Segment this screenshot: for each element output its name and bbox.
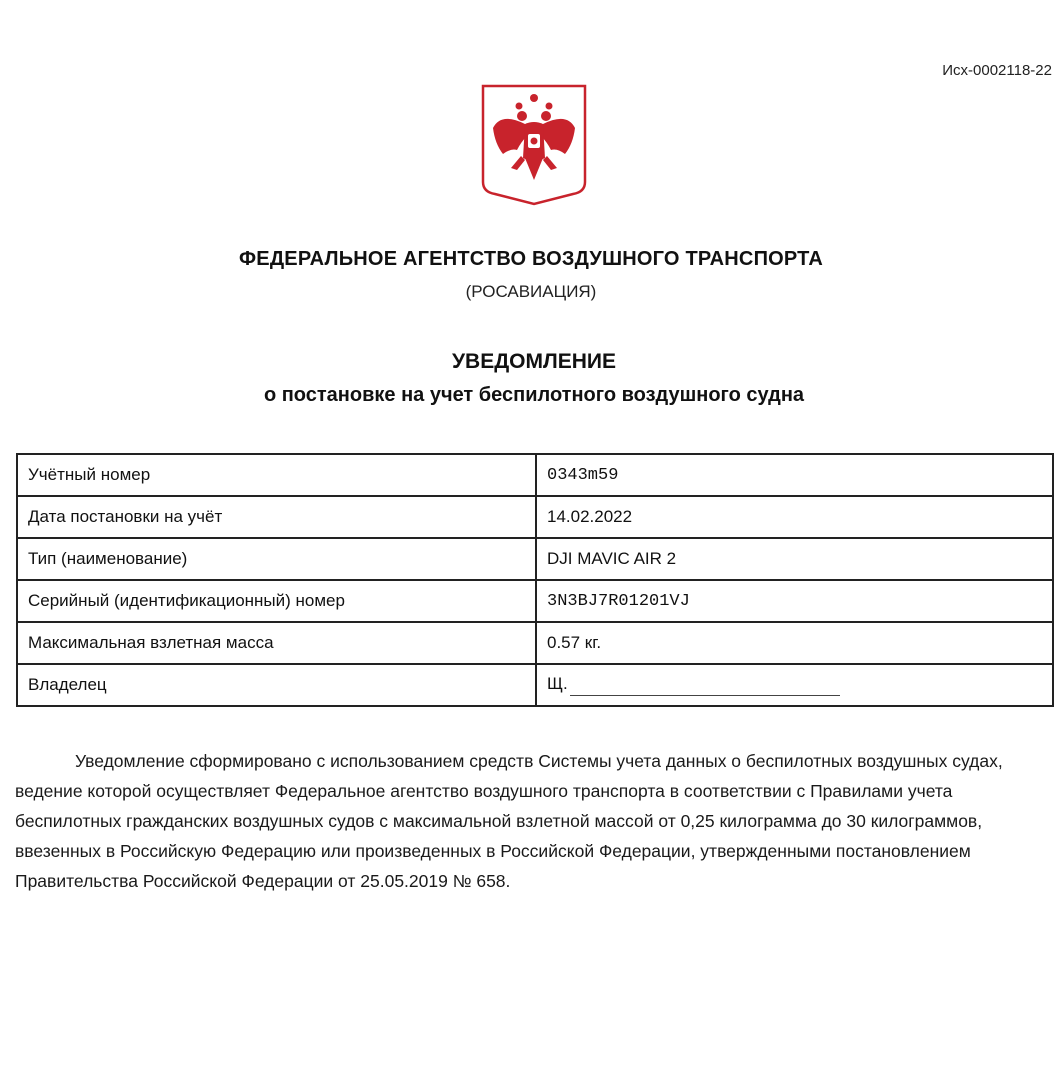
document-reference-number: Исх-0002118-22	[942, 62, 1052, 79]
row-label: Серийный (идентификационный) номер	[17, 580, 536, 622]
row-label: Владелец	[17, 664, 536, 706]
document-title: УВЕДОМЛЕНИЕ	[451, 350, 617, 373]
agency-short-name: (РОСАВИАЦИЯ)	[465, 282, 597, 301]
table-row	[17, 622, 1053, 664]
row-value: 0.57 кг.	[536, 622, 1053, 664]
table-row	[17, 664, 1053, 706]
agency-name: ФЕДЕРАЛЬНОЕ АГЕНТСТВО ВОЗДУШНОГО ТРАНСПОРТА	[239, 248, 823, 270]
row-label: Учётный номер	[17, 454, 536, 496]
owner-value: Щ.	[547, 674, 568, 694]
document-subtitle: о постановке на учет беспилотного воздушного судна	[263, 384, 805, 406]
row-label: Тип (наименование)	[17, 538, 536, 580]
russian-coat-of-arms-icon	[481, 84, 587, 206]
owner-cell	[536, 664, 1053, 706]
table-row	[17, 496, 1053, 538]
row-label: Дата постановки на учёт	[17, 496, 536, 538]
row-value: 0343m59	[536, 454, 1053, 496]
notice-paragraph: Уведомление сформировано с использованием средств Системы учета данных о беспилотных воздушных судах, ведение которой осуществляет Федеральное агентство воздушного транспорта в соответствии с Правилами учета беспилотных гражданских воздушных судов с максимальной взлетной массой от 0,25 килограмма до 30 килограммов, ввезенных в Российскую Федерацию или произведенных в Российской Федерации, утвержденными постановлением Правительства Российской Федерации от 25.05.2019 № 658.	[15, 751, 1003, 891]
row-value: 14.02.2022	[536, 496, 1053, 538]
redacted-owner-name	[570, 675, 840, 696]
row-value: DJI MAVIC AIR 2	[536, 538, 1053, 580]
registration-info-table	[16, 453, 1054, 707]
table-row	[17, 580, 1053, 622]
row-label: Максимальная взлетная масса	[17, 622, 536, 664]
table-row	[17, 454, 1053, 496]
row-value: 3N3BJ7R01201VJ	[536, 580, 1053, 622]
table-row	[17, 538, 1053, 580]
